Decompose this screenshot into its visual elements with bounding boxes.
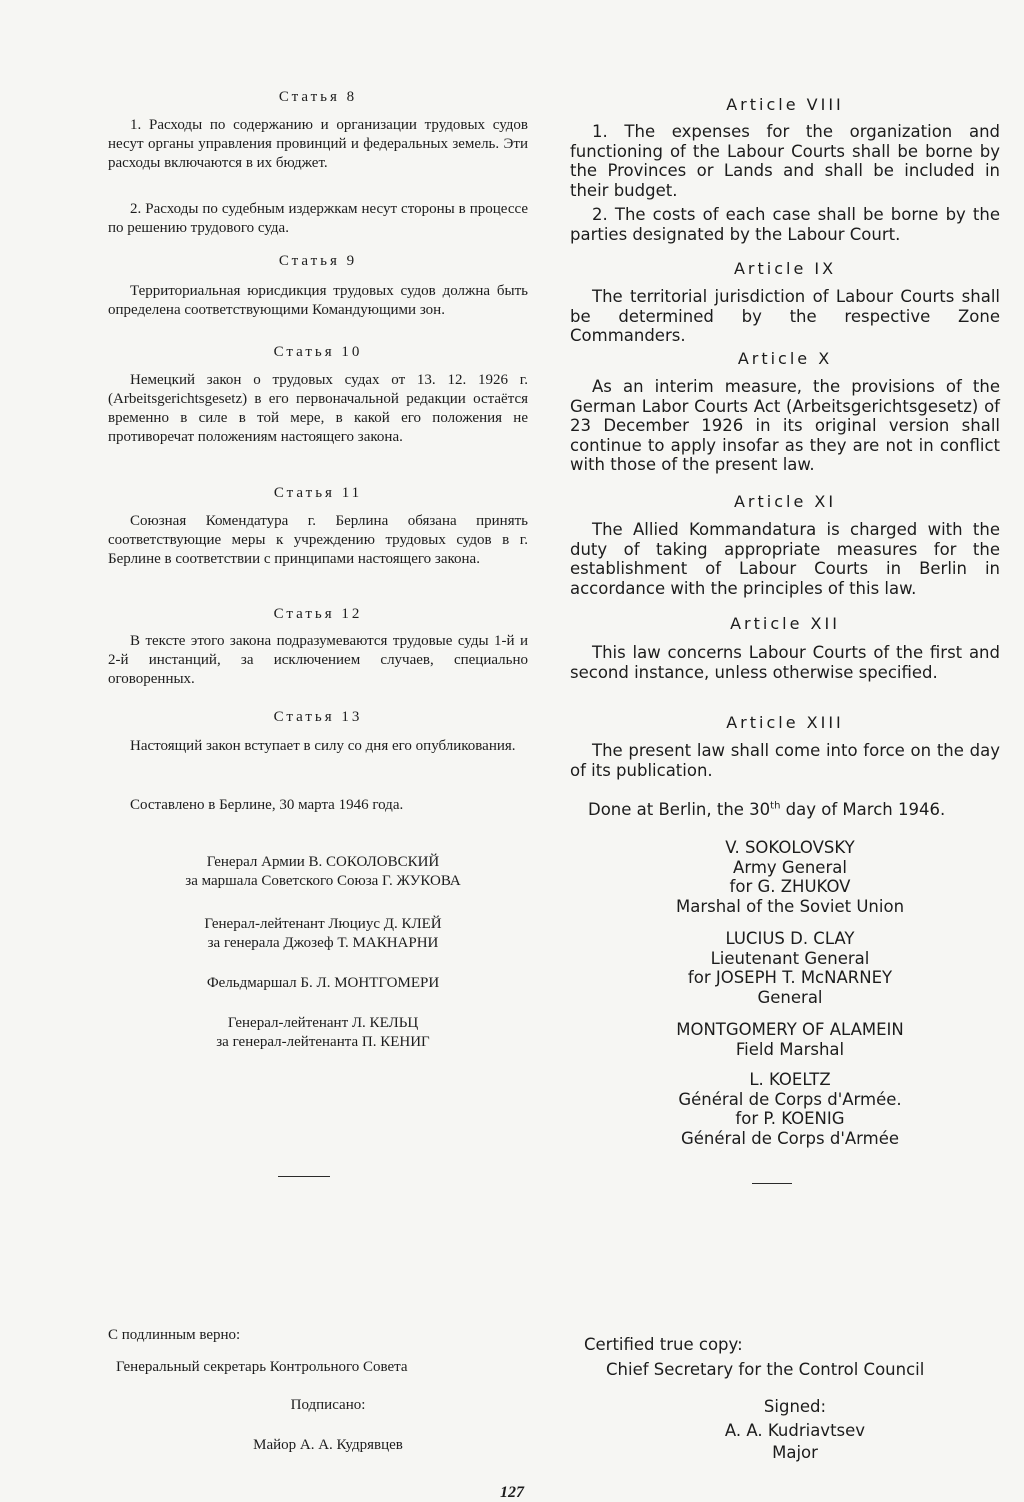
ru-signed-line: Подписано: — [290, 1397, 366, 1413]
ru-article-11-paragraph: Союзная Комендатура г. Берлина обязана принять соответствующие меры к учреждению трудовых судов в г. Берлине в соответствии с принципами настоящего закона. — [108, 513, 528, 567]
en-done-at-text: Done at Berlin, the 30 — [588, 800, 771, 819]
en-signed-line: Signed: — [763, 1397, 827, 1416]
ru-signature-2-line1: Генерал-лейтенант Люциус Д. КЛЕЙ — [204, 916, 442, 932]
ru-signature-3 — [118, 974, 528, 993]
en-done-at-superscript: th — [770, 800, 781, 812]
en-article-8-paragraph-1: 1. The expenses for the organization and functioning of the Labour Courts shall be borne by the Provinces or Lands and shall be included in their budget. — [570, 122, 1000, 200]
en-signature-3 — [570, 1020, 1010, 1059]
ru-signature-4-line2: за генерал-лейтенанта П. КЕНИГ — [216, 1034, 430, 1050]
ru-signature-1 — [118, 853, 528, 891]
en-article-8-paragraph-2: 2. The costs of each case shall be borne by the parties designated by the Labour Court. — [570, 205, 1000, 244]
en-article-11-heading: Article XI — [733, 492, 837, 511]
ru-signer-line: Майор А. А. Кудрявцев — [253, 1437, 403, 1453]
en-closing-rule — [752, 1183, 792, 1184]
en-signature-1 — [570, 838, 1010, 916]
ru-article-9-paragraph: Территориальная юрисдикция трудовых судов должна быть определена соответствующими Командующими зон. — [108, 283, 528, 318]
ru-article-10-heading: Статья 10 — [273, 344, 363, 360]
ru-signature-4-line1: Генерал-лейтенант Л. КЕЛЬЦ — [227, 1015, 419, 1031]
en-article-8-heading: Article VIII — [726, 95, 844, 114]
ru-article-10-paragraph: Немецкий закон о трудовых судах от 13. 12. 1926 г. (Arbeitsgerichtsgesetz) в его первоначальной редакции остаётся временно в силе в той мере, в какой его положения не противоречат положениям настоящего закона. — [108, 372, 528, 445]
ru-article-13-paragraph: Настоящий закон вступает в силу со дня его опубликования. — [130, 738, 516, 754]
en-signature-4-line4: Général de Corps d'Armée — [680, 1128, 900, 1148]
en-signature-1-line4: Marshal of the Soviet Union — [675, 896, 905, 916]
en-certified-line: Certified true copy: — [584, 1335, 743, 1354]
page-number: 127 — [500, 1484, 524, 1501]
en-signature-2 — [570, 929, 1010, 1007]
ru-article-12-paragraph: В тексте этого закона подразумеваются трудовые суды 1-й и 2-й инстанций, за исключением случаев, специально оговоренных. — [108, 633, 528, 687]
ru-signature-1-line1: Генерал Армии В. СОКОЛОВСКИЙ — [206, 854, 440, 870]
en-signer-rank: Major — [772, 1443, 818, 1462]
en-article-9-paragraph: The territorial jurisdiction of Labour Courts shall be determined by the respective Zone Commanders. — [570, 287, 1000, 345]
en-signature-1-line1: V. SOKOLOVSKY — [725, 838, 855, 857]
ru-article-13-heading: Статья 13 — [273, 709, 363, 725]
en-signature-4 — [570, 1070, 1010, 1148]
ru-signature-4 — [118, 1014, 528, 1052]
ru-article-8-paragraph-2: 2. Расходы по судебным издержкам несут стороны в процессе по решению трудового суда. — [108, 201, 528, 236]
en-signer-name: A. A. Kudriavtsev — [724, 1421, 866, 1440]
en-article-9-heading: Article IX — [733, 259, 837, 278]
ru-article-12-heading: Статья 12 — [273, 606, 363, 622]
en-signature-4-line2: Général de Corps d'Armée. — [678, 1089, 902, 1109]
en-signature-2-line4: General — [757, 987, 823, 1007]
ru-signature-3-line1: Фельдмаршал Б. Л. МОНТГОМЕРИ — [206, 975, 440, 991]
ru-article-9-heading: Статья 9 — [278, 253, 358, 269]
ru-certified-line: С подлинным верно: — [108, 1327, 241, 1343]
en-article-12-paragraph: This law concerns Labour Courts of the first and second instance, unless otherwise specified. — [570, 643, 1000, 682]
en-article-10-heading: Article X — [737, 349, 833, 368]
ru-done-at-line: Составлено в Берлине, 30 марта 1946 года. — [130, 797, 404, 813]
ru-article-11-heading: Статья 11 — [273, 485, 363, 501]
en-article-12-heading: Article XII — [730, 614, 840, 633]
ru-signature-2 — [118, 915, 528, 953]
en-signature-1-line2: Army General — [733, 857, 847, 877]
en-signature-1-line3: for G. ZHUKOV — [729, 877, 851, 896]
en-signature-4-line1: L. KOELTZ — [749, 1070, 831, 1089]
en-article-10-paragraph: As an interim measure, the provisions of the German Labor Courts Act (Arbeitsgerichtsgesetz) of 23 December 1926 in its original version shall continue to apply insofar as they are not in conflict with those of the present law. — [570, 377, 1000, 474]
en-signature-4-line3: for P. KOENIG — [735, 1109, 845, 1128]
en-signature-3-line2: Field Marshal — [735, 1039, 845, 1059]
en-signature-2-line2: Lieutenant General — [710, 948, 870, 968]
ru-signature-2-line2: за генерала Джозеф Т. МАКНАРНИ — [207, 935, 439, 951]
en-chief-secretary-line: Chief Secretary for the Control Council — [606, 1360, 925, 1379]
en-done-at-line — [588, 800, 1000, 820]
en-signature-3-line1: MONTGOMERY OF ALAMEIN — [676, 1020, 904, 1039]
en-article-13-heading: Article XIII — [726, 713, 844, 732]
ru-article-8-heading: Статья 8 — [278, 89, 358, 105]
en-done-at-text-end: day of March 1946. — [780, 800, 946, 819]
ru-signature-1-line2: за маршала Советского Союза Г. ЖУКОВА — [185, 873, 461, 889]
ru-article-8-paragraph-1: 1. Расходы по содержанию и организации трудовых судов несут органы управления провинций и федеральных земель. Эти расходы включаются в их бюджет. — [108, 117, 528, 171]
en-article-11-paragraph: The Allied Kommandatura is charged with the duty of taking appropriate measures for the establishment of Labour Courts in Berlin in accordance with the principles of this law. — [570, 520, 1000, 598]
en-signature-2-line1: LUCIUS D. CLAY — [725, 929, 855, 948]
en-signature-2-line3: for JOSEPH T. McNARNEY — [687, 968, 893, 987]
ru-closing-rule — [278, 1176, 330, 1177]
en-article-13-paragraph: The present law shall come into force on the day of its publication. — [570, 741, 1000, 780]
ru-chief-secretary-line: Генеральный секретарь Контрольного Совета — [116, 1359, 408, 1375]
